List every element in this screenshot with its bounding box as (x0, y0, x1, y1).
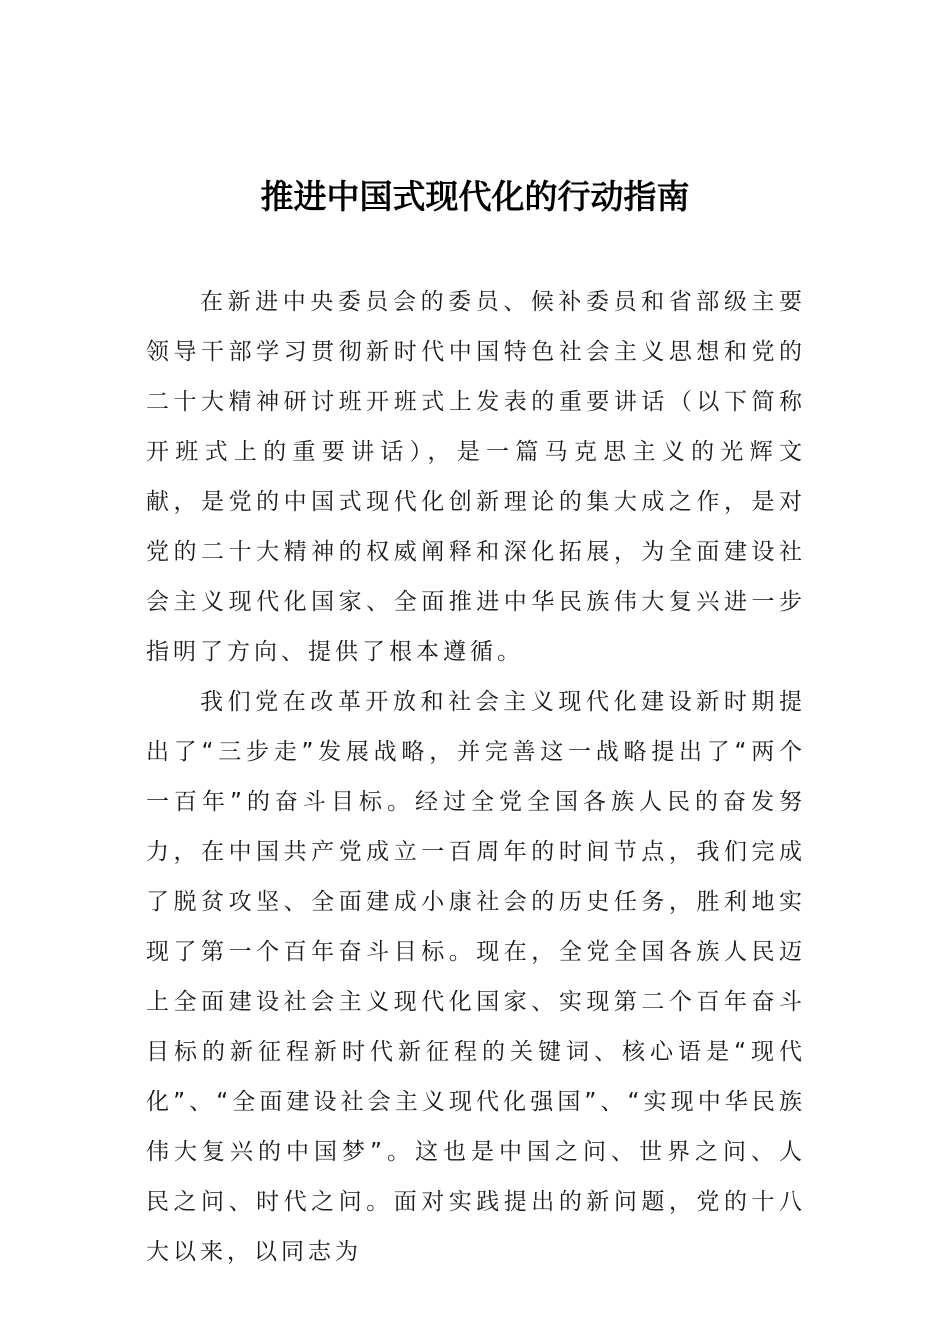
paragraph-1: 在新进中央委员会的委员、候补委员和省部级主要领导干部学习贯彻新时代中国特色社会主义思想和党的二十大精神研讨班开班式上发表的重要讲话（以下简称开班式上的重要讲话），是一篇马克思主义的光辉文献，是党的中国式现代化创新理论的集大成之作，是对党的二十大精神的权威阐释和深化拓展，为全面建设社会主义现代化国家、全面推进中华民族伟大复兴进一步指明了方向、提供了根本遵循。 (146, 289, 806, 665)
document-title: 推进中国式现代化的行动指南 (260, 177, 690, 216)
document-body (146, 277, 806, 1277)
paragraph-2: 我们党在改革开放和社会主义现代化建设新时期提出了“三步走”发展战略，并完善这一战略提出了“两个一百年”的奋斗目标。经过全党全国各族人民的奋发努力，在中国共产党成立一百周年的时间节点，我们完成了脱贫攻坚、全面建成小康社会的历史任务，胜利地实现了第一个百年奋斗目标。现在，全党全国各族人民迈上全面建设社会主义现代化国家、实现第二个百年奋斗目标的新征程新时代新征程的关键词、核心语是“现代化”、“全面建设社会主义现代化强国”、“实现中华民族伟大复兴的中国梦”。这也是中国之问、世界之问、人民之问、时代之问。面对实践提出的新问题，党的十八大以来，以同志为 (146, 689, 806, 1265)
